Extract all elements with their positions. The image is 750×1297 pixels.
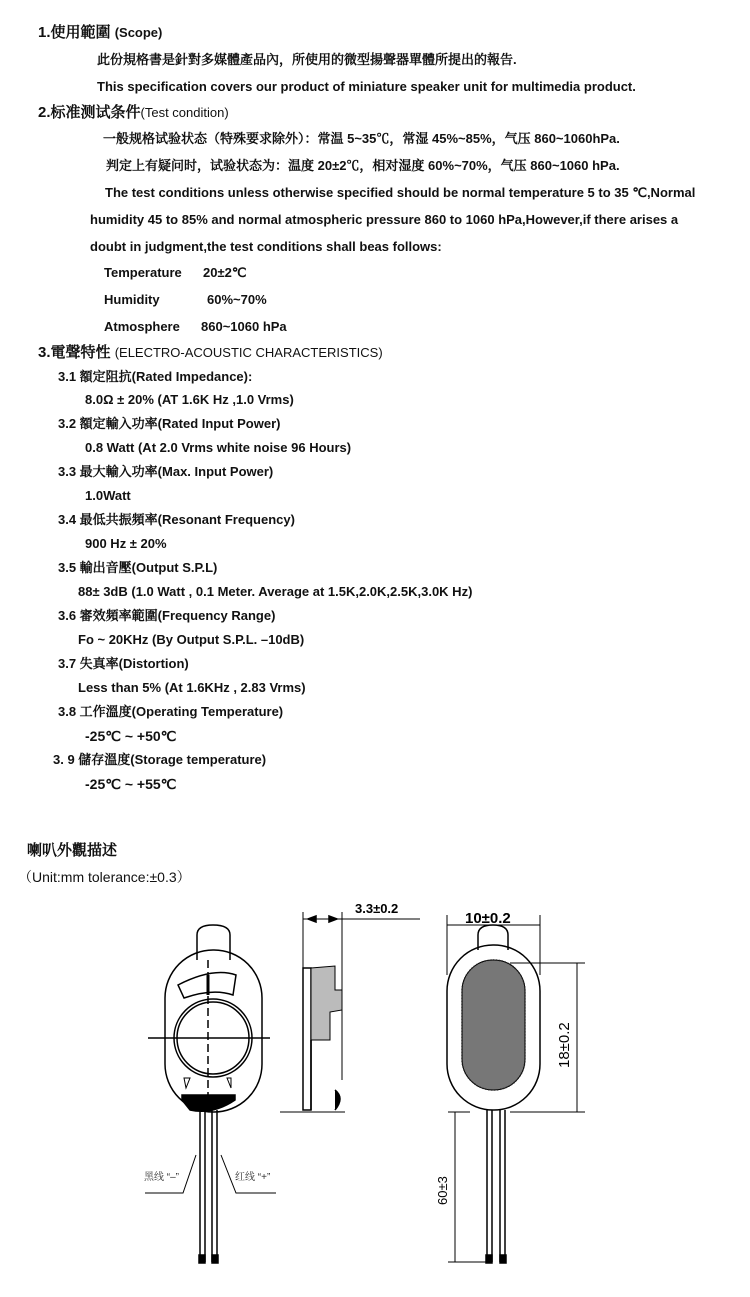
side-view xyxy=(280,912,420,1112)
heading-cn: 1.使用範圍 xyxy=(38,24,111,41)
spec-title: 3.3 最大輸入功率(Max. Input Power) xyxy=(58,464,274,479)
spec-title: 3.1 額定阻抗(Rated Impedance): xyxy=(58,369,253,384)
dim-wire-length: 60±3 xyxy=(435,1176,450,1205)
test-en-1: The test conditions unless otherwise specified should be normal temperature 5 to 35 ℃,Normal xyxy=(105,185,696,200)
spec-value: 0.8 Watt (At 2.0 Vrms white noise 96 Hours) xyxy=(85,440,352,455)
spec-value: Less than 5% (At 1.6KHz , 2.83 Vrms) xyxy=(78,680,306,695)
condition-label: Temperature xyxy=(104,265,182,280)
dim-height: 18±0.2 xyxy=(556,1022,573,1068)
scope-en: This specification covers our product of miniature speaker unit for multimedia product. xyxy=(97,79,636,94)
spec-title: 3. 9 儲存溫度(Storage temperature) xyxy=(53,752,267,767)
spec-value: 88± 3dB (1.0 Watt , 0.1 Meter. Average at 1.5K,2.0K,2.5K,3.0K Hz) xyxy=(78,584,473,599)
scope-cn: 此份規格書是針對多媒體產品內，所使用的微型揚聲器單體所提出的報告. xyxy=(97,52,517,67)
spec-title: 3.2 額定輸入功率(Rated Input Power) xyxy=(58,416,281,431)
drawing-heading: 喇叭外觀描述 xyxy=(27,842,118,859)
condition-value: 860~1060 hPa xyxy=(201,319,287,334)
heading-en: (ELECTRO-ACOUSTIC CHARACTERISTICS) xyxy=(114,345,383,360)
dim-width: 10±0.2 xyxy=(465,910,511,927)
spec-value: 8.0Ω ± 20% (AT 1.6K Hz ,1.0 Vrms) xyxy=(85,392,294,407)
spec-value: -25℃ ~ +50℃ xyxy=(85,728,177,744)
front-view xyxy=(145,925,276,1263)
heading-cn: 2.标准测试条件 xyxy=(38,104,141,121)
dim-thickness: 3.3±0.2 xyxy=(355,901,399,916)
wire-red-label: 红线 “+” xyxy=(235,1172,271,1183)
spec-title: 3.5 輸出音壓(Output S.P.L) xyxy=(58,560,218,575)
test-en-2: humidity 45 to 85% and normal atmospheric pressure 860 to 1060 hPa,However,if there arises a xyxy=(90,212,679,227)
heading-cn: 3.電聲特性 xyxy=(38,344,111,361)
spec-title: 3.4 最低共振頻率(Resonant Frequency) xyxy=(58,512,295,527)
test-cn-2: 判定上有疑问时，试验状态为：温度 20±2℃，相对湿度 60%~70%，气压 860~1060 hPa. xyxy=(106,158,620,173)
back-view xyxy=(447,915,585,1263)
spec-value: 1.0Watt xyxy=(85,488,131,503)
condition-label: Atmosphere xyxy=(104,319,180,334)
spec-value: -25℃ ~ +55℃ xyxy=(85,776,177,792)
test-en-3: doubt in judgment,the test conditions shall beas follows: xyxy=(90,239,442,254)
spec-value: 900 Hz ± 20% xyxy=(85,536,167,551)
condition-label: Humidity xyxy=(104,292,160,307)
heading-en: (Test condition) xyxy=(140,105,229,120)
spec-title: 3.6 審效頻率範圍(Frequency Range) xyxy=(58,608,276,623)
spec-value: Fo ~ 20KHz (By Output S.P.L. –10dB) xyxy=(78,632,305,647)
condition-value: 20±2℃ xyxy=(203,265,247,280)
spec-title: 3.8 工作溫度(Operating Temperature) xyxy=(58,704,284,719)
units-note: （Unit:mm tolerance:±0.3） xyxy=(18,869,191,885)
spec-title: 3.7 失真率(Distortion) xyxy=(58,656,189,671)
test-cn-1: 一般规格试验状态（特殊要求除外）：常温 5~35℃，常湿 45%~85%，气压 860~1060hPa. xyxy=(103,131,620,146)
condition-value: 60%~70% xyxy=(207,292,267,307)
wire-black-label: 黑线 “–” xyxy=(144,1172,179,1183)
heading-en: (Scope) xyxy=(114,25,163,40)
